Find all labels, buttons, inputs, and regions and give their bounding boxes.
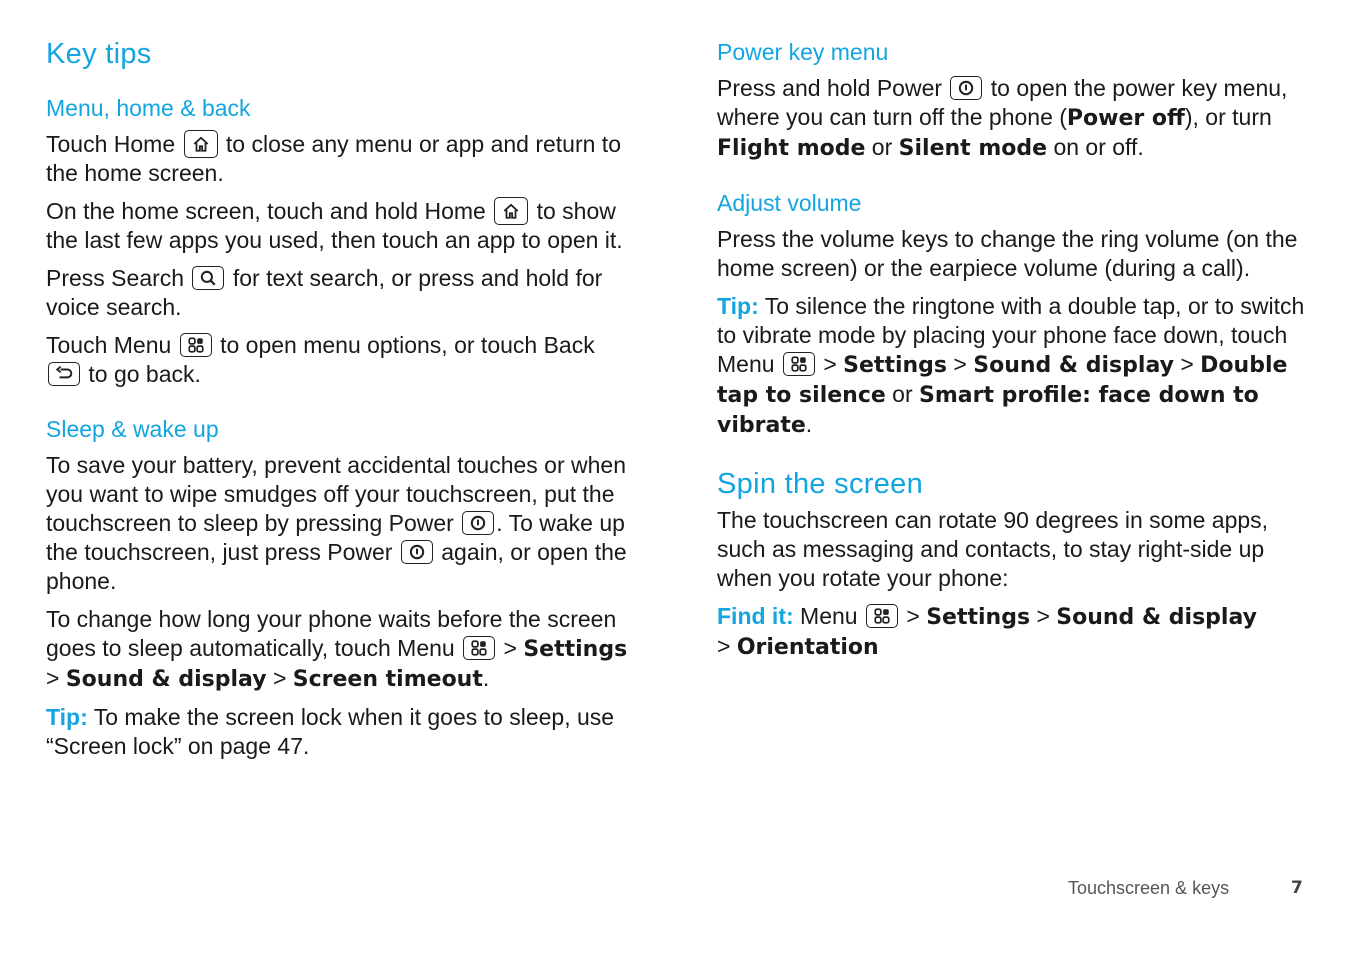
text: to show the last few apps you used, then touch an app to open it. bbox=[46, 198, 623, 253]
section-heading: Power key menu bbox=[717, 39, 889, 65]
menu-path-smart-profile: Smart profile: face down to vibrate bbox=[717, 383, 1259, 438]
menu-icon bbox=[463, 636, 495, 660]
tip-label: Tip: bbox=[46, 704, 88, 730]
home-icon bbox=[184, 130, 218, 158]
menu-path-sound-display: Sound & display bbox=[1056, 605, 1257, 630]
power-icon bbox=[401, 540, 433, 564]
separator: > bbox=[503, 635, 517, 661]
menu-path-sound-display: Sound & display bbox=[65, 667, 267, 692]
section-adjust-volume bbox=[717, 187, 1307, 440]
paragraph: The touchscreen can rotate 90 degrees in some apps, such as messaging and contacts, to stay right-side up when you rotate your phone: bbox=[717, 507, 1269, 591]
section-sleep-wake bbox=[46, 413, 636, 761]
text: To silence the ringtone with a double tap, or to switch to vibrate mode by placing your phone face down, touch Menu bbox=[717, 293, 1305, 377]
text: . bbox=[805, 411, 813, 437]
text: Touch Menu bbox=[46, 332, 172, 358]
text: Press and hold Power bbox=[717, 75, 943, 101]
page-number: 7 bbox=[1291, 878, 1303, 898]
page-footer bbox=[1068, 878, 1303, 899]
paragraph bbox=[717, 74, 1307, 163]
separator: > bbox=[823, 351, 837, 377]
separator: > bbox=[46, 665, 60, 691]
flight-mode-label: Flight mode bbox=[717, 136, 866, 161]
section-spin-screen bbox=[717, 464, 1307, 662]
text: again, or open the phone. bbox=[46, 539, 627, 594]
separator: > bbox=[272, 665, 287, 691]
power-icon bbox=[462, 511, 494, 535]
text: for text search, or press and hold for voice search. bbox=[46, 265, 603, 320]
menu-path-orientation: Orientation bbox=[736, 635, 879, 660]
menu-icon bbox=[783, 352, 815, 376]
separator: > bbox=[953, 351, 967, 377]
text: ), or turn bbox=[1184, 104, 1272, 130]
text: to go back. bbox=[88, 361, 201, 387]
paragraph bbox=[46, 605, 636, 694]
section-title: Spin the screen bbox=[717, 468, 924, 500]
right-column bbox=[717, 34, 1307, 686]
paragraph bbox=[46, 130, 636, 188]
text: Menu bbox=[800, 603, 858, 629]
text: on or off. bbox=[1053, 134, 1144, 160]
separator: > bbox=[906, 603, 920, 629]
separator: > bbox=[717, 633, 731, 659]
section-heading: Sleep & wake up bbox=[46, 416, 219, 442]
tip-paragraph bbox=[717, 292, 1307, 440]
separator: > bbox=[1180, 351, 1194, 377]
text: or bbox=[871, 134, 893, 160]
tip-paragraph bbox=[46, 703, 636, 761]
menu-path-double-tap: Double tap to silence bbox=[717, 353, 1288, 408]
find-it-paragraph bbox=[717, 602, 1307, 662]
menu-path-settings: Settings bbox=[926, 605, 1031, 630]
menu-path-screen-timeout: Screen timeout bbox=[292, 667, 483, 692]
section-heading: Adjust volume bbox=[717, 190, 862, 216]
find-it-label: Find it: bbox=[717, 603, 794, 629]
text: Press Search bbox=[46, 265, 185, 291]
power-off-label: Power off bbox=[1066, 106, 1185, 131]
home-icon bbox=[494, 197, 528, 225]
section-menu-home-back bbox=[46, 92, 636, 389]
text: Touch Home bbox=[46, 131, 176, 157]
separator: > bbox=[1036, 603, 1050, 629]
text: to open the power key menu, where you can turn off the phone ( bbox=[717, 75, 1288, 130]
paragraph bbox=[46, 197, 636, 255]
page-title: Key tips bbox=[46, 38, 152, 70]
text: To save your battery, prevent accidental touches or when you want to wipe smudges off your touchscreen, put the touchscreen to sleep by pressing Power bbox=[46, 452, 627, 536]
text: . bbox=[482, 665, 490, 691]
section-heading: Menu, home & back bbox=[46, 95, 251, 121]
menu-path-settings: Settings bbox=[523, 637, 628, 662]
paragraph: Press the volume keys to change the ring volume (on the home screen) or the earpiece volume (during a call). bbox=[717, 226, 1298, 281]
silent-mode-label: Silent mode bbox=[898, 136, 1048, 161]
paragraph bbox=[46, 264, 636, 322]
text: On the home screen, touch and hold Home bbox=[46, 198, 486, 224]
power-icon bbox=[950, 76, 982, 100]
text: To make the screen lock when it goes to sleep, use “Screen lock” on page 47. bbox=[46, 704, 615, 759]
text: to open menu options, or touch Back bbox=[220, 332, 595, 358]
menu-path-settings: Settings bbox=[843, 353, 948, 378]
search-icon bbox=[192, 266, 224, 290]
menu-icon bbox=[866, 604, 898, 628]
text: or bbox=[892, 381, 913, 407]
menu-path-sound-display: Sound & display bbox=[973, 353, 1174, 378]
section-power-key-menu bbox=[717, 36, 1307, 163]
tip-label: Tip: bbox=[717, 293, 759, 319]
back-icon bbox=[48, 362, 80, 386]
footer-section-name: Touchscreen & keys bbox=[1068, 878, 1230, 898]
text: . To wake up the touchscreen, just press Power bbox=[46, 510, 625, 565]
paragraph bbox=[46, 451, 636, 596]
paragraph bbox=[46, 331, 636, 389]
text: To change how long your phone waits before the screen goes to sleep automatically, touch Menu bbox=[46, 606, 617, 661]
left-column bbox=[46, 34, 636, 785]
text: to close any menu or app and return to the home screen. bbox=[46, 131, 621, 186]
menu-icon bbox=[180, 333, 212, 357]
